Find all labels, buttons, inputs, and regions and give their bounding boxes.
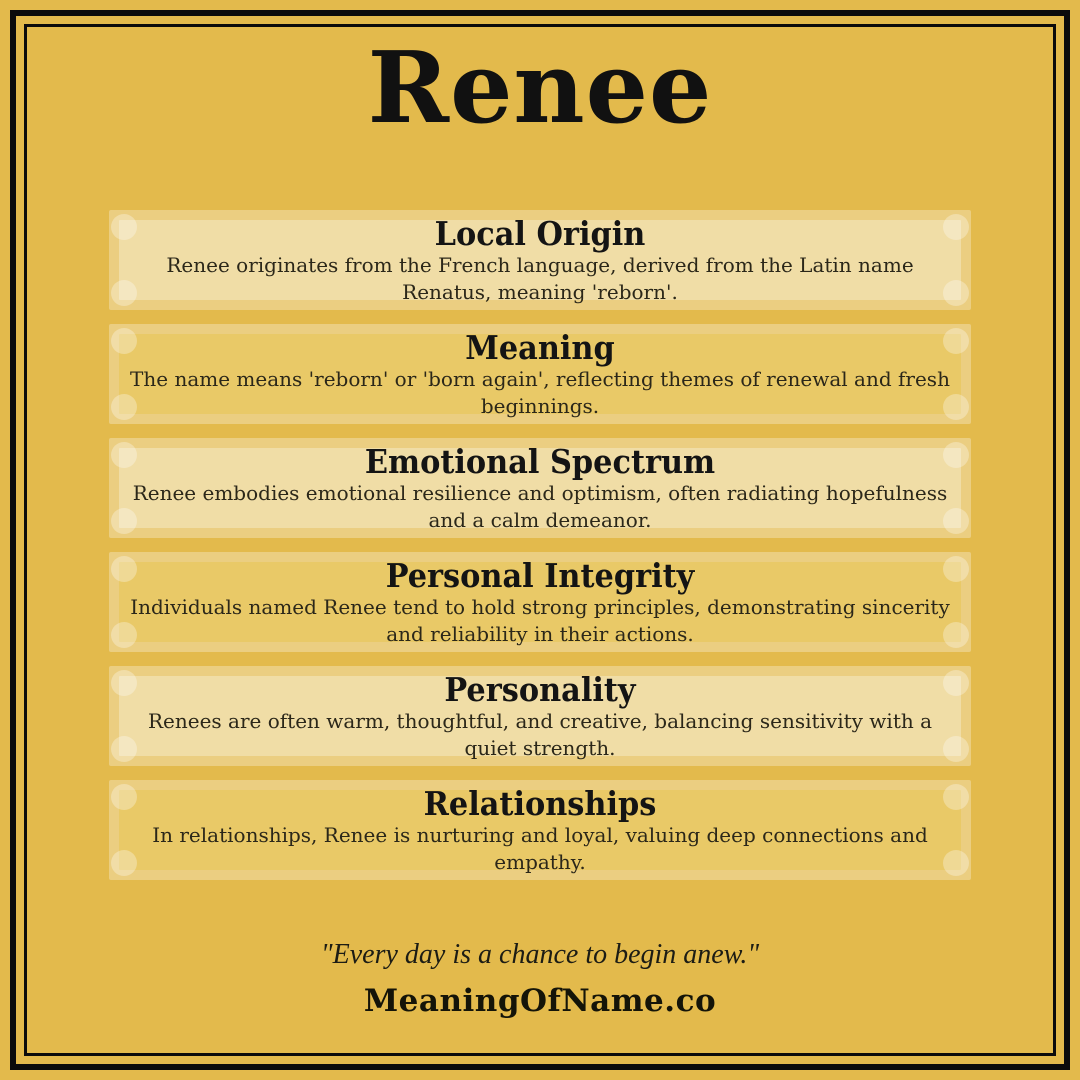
card-heading: Personal Integrity bbox=[385, 556, 695, 595]
card-body-text: Renees are often warm, thoughtful, and creative, balancing sensitivity with a quiet strength. bbox=[147, 709, 933, 760]
info-card bbox=[109, 552, 971, 652]
info-card bbox=[109, 210, 971, 310]
cards-list bbox=[109, 210, 971, 880]
card-heading: Emotional Spectrum bbox=[364, 442, 716, 481]
card-body-text: Renee embodies emotional resilience and optimism, often radiating hopefulness and a calm demeanor. bbox=[132, 481, 948, 532]
brand-footer: MeaningOfName.co bbox=[363, 983, 717, 1019]
info-card bbox=[109, 324, 971, 424]
card-heading: Relationships bbox=[423, 784, 657, 823]
page-title: Renee bbox=[367, 31, 713, 146]
card-body-text: Renee originates from the French language, derived from the Latin name Renatus, meaning 'reborn'. bbox=[166, 253, 914, 304]
card-body-text: In relationships, Renee is nurturing and loyal, valuing deep connections and empathy. bbox=[152, 823, 928, 874]
card-body-text: Individuals named Renee tend to hold strong principles, demonstrating sincerity and reliability in their actions. bbox=[130, 595, 950, 646]
card-content bbox=[109, 324, 971, 424]
card-content bbox=[109, 552, 971, 652]
info-card bbox=[109, 666, 971, 766]
card-body-text: The name means 'reborn' or 'born again', reflecting themes of renewal and fresh beginnings. bbox=[130, 367, 950, 418]
card-heading: Personality bbox=[444, 670, 636, 709]
card-heading: Local Origin bbox=[434, 214, 646, 253]
quote-text: "Every day is a chance to begin anew." bbox=[320, 939, 760, 970]
info-card bbox=[109, 780, 971, 880]
card-content bbox=[109, 210, 971, 310]
card-content bbox=[109, 780, 971, 880]
card-content bbox=[109, 666, 971, 766]
card-content bbox=[109, 438, 971, 538]
info-card bbox=[109, 438, 971, 538]
card-heading: Meaning bbox=[465, 328, 615, 367]
